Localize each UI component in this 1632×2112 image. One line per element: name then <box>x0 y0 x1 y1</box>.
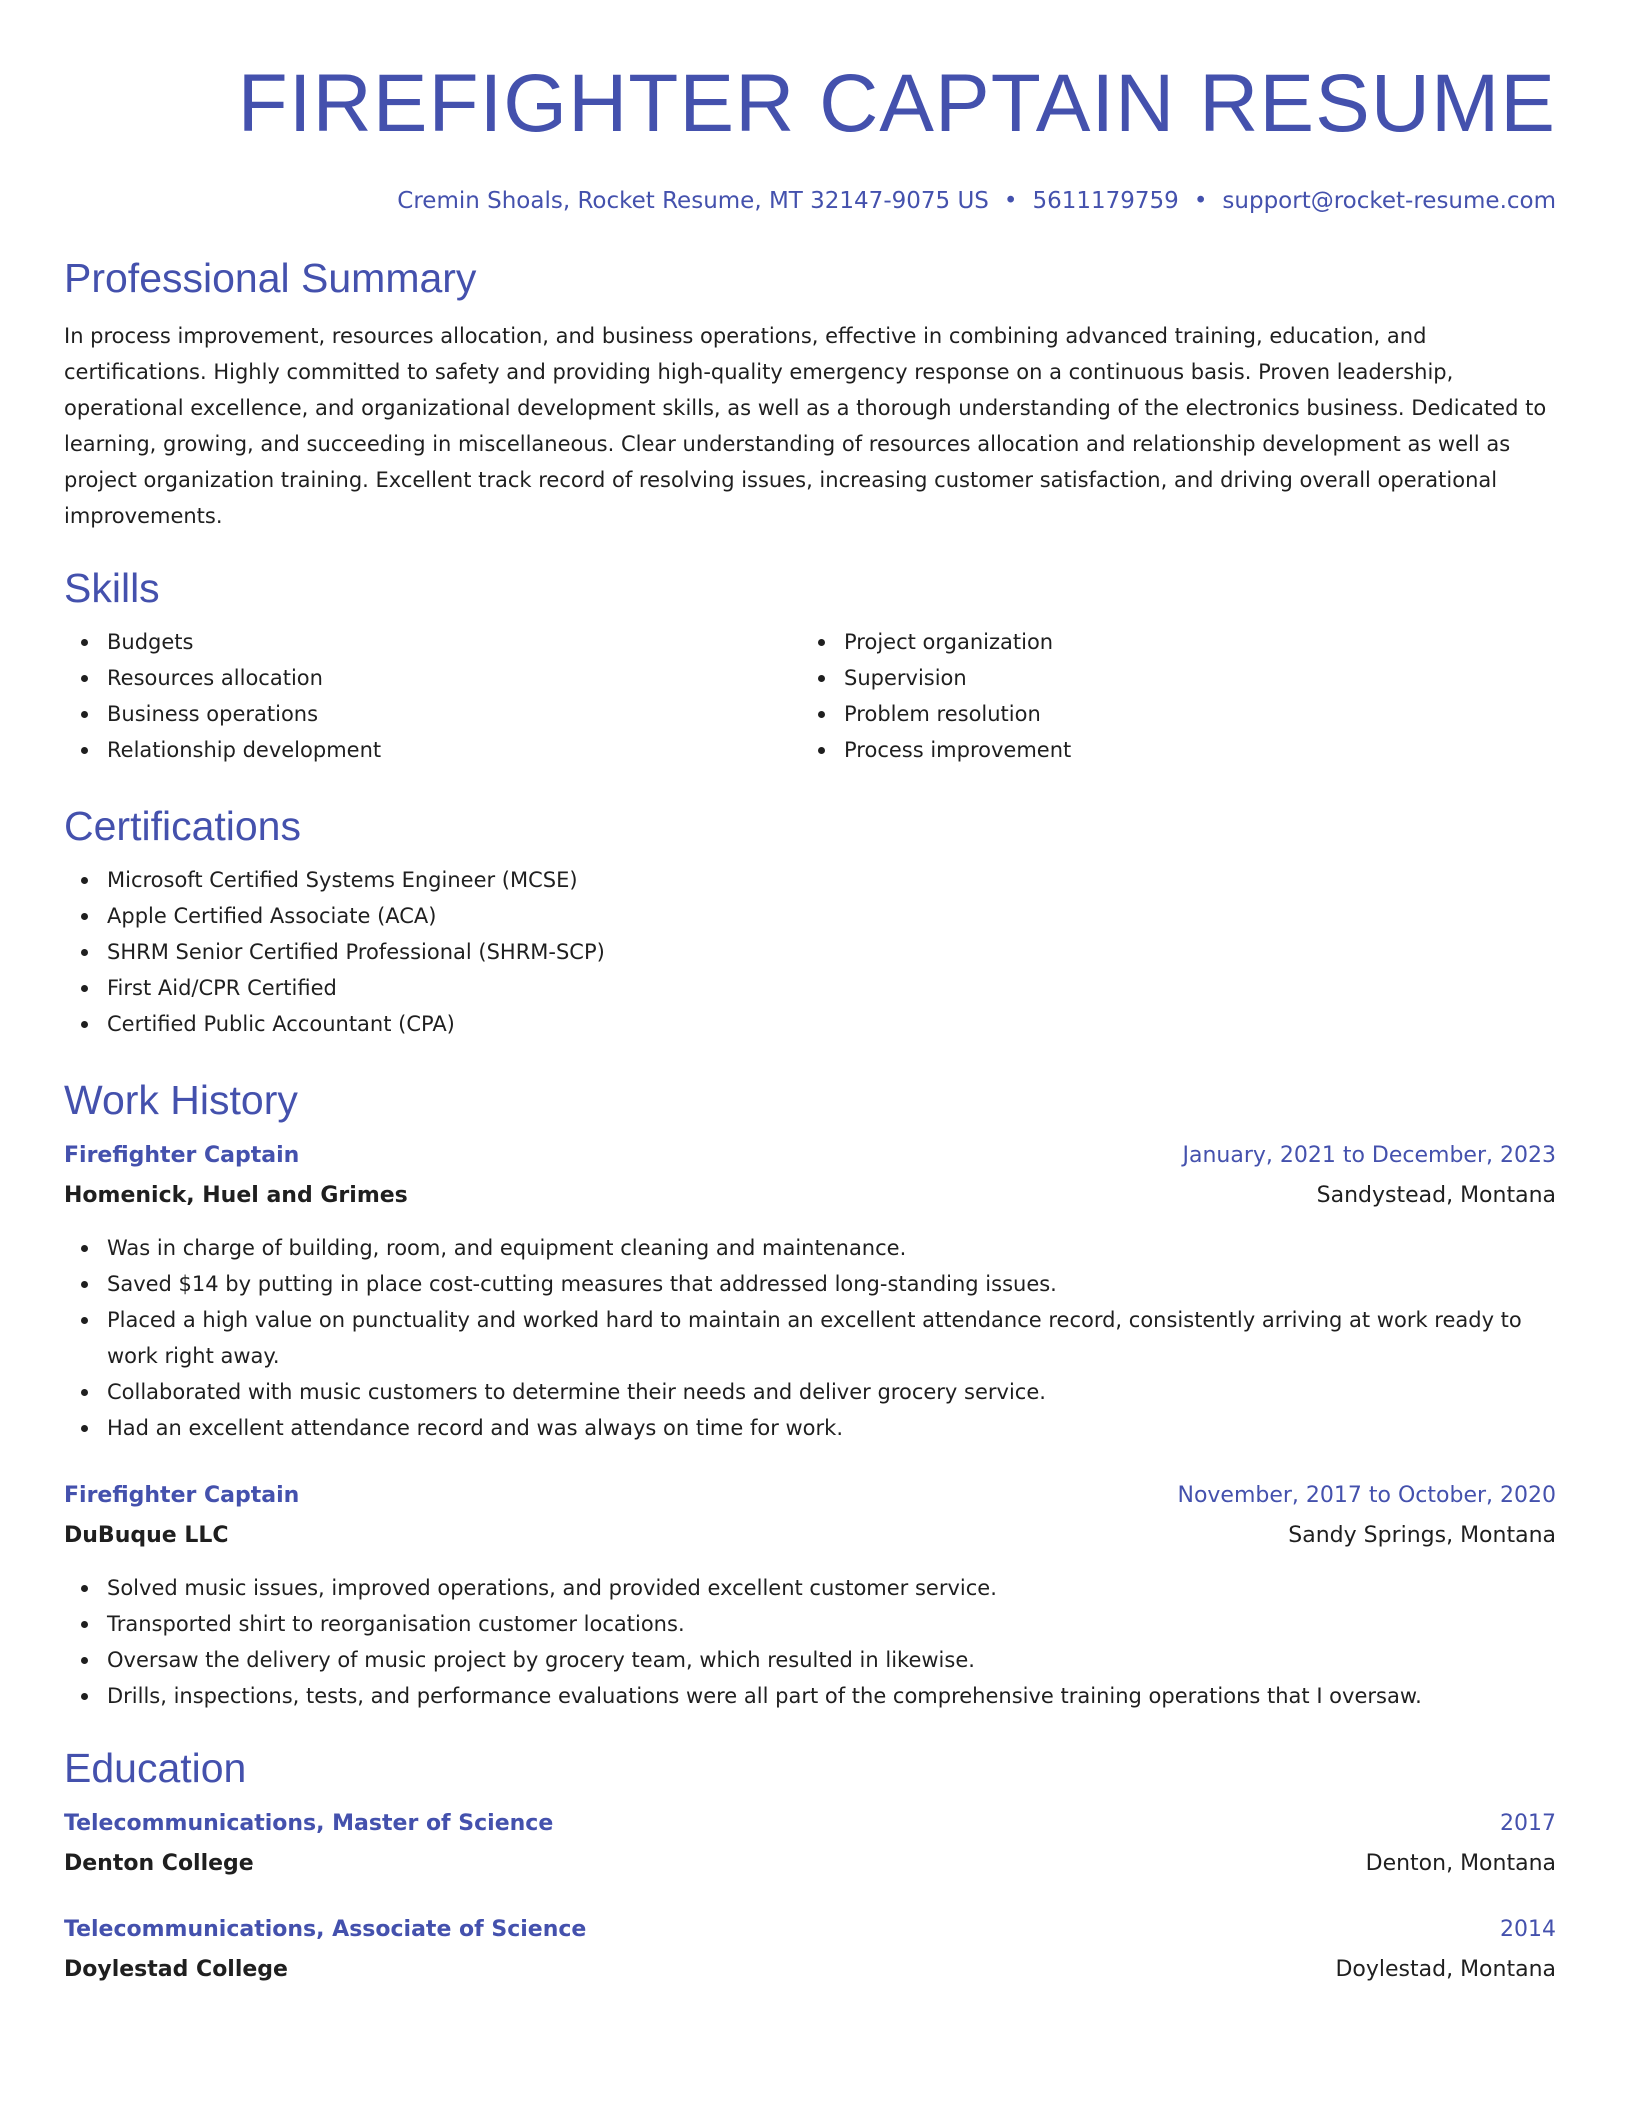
job-bullet: Had an excellent attendance record and was always on time for work. <box>107 1410 1556 1446</box>
job-entry <box>64 1478 1556 1714</box>
job-bullet: Was in charge of building, room, and equipment cleaning and maintenance. <box>107 1230 1556 1266</box>
job-header-row <box>64 1138 1556 1174</box>
job-company: DuBuque LLC <box>64 1523 229 1548</box>
education-school-row <box>64 1846 1556 1882</box>
job-company: Homenick, Huel and Grimes <box>64 1183 408 1208</box>
education-degree: Telecommunications, Associate of Science <box>64 1917 587 1942</box>
education-entry <box>64 1806 1556 1882</box>
education-degree: Telecommunications, Master of Science <box>64 1811 554 1836</box>
resume-header <box>64 0 1556 216</box>
contact-phone: 5611179759 <box>1032 188 1179 214</box>
education-header-row <box>64 1912 1556 1948</box>
resume-page <box>64 0 1556 1988</box>
job-company-row <box>64 1518 1556 1554</box>
job-bullet: Collaborated with music customers to determine their needs and deliver grocery service. <box>107 1374 1556 1410</box>
resume-title: FIREFIGHTER CAPTAIN RESUME <box>237 58 1556 149</box>
summary-section <box>64 252 1556 534</box>
job-title: Firefighter Captain <box>64 1483 300 1508</box>
certification-item: Microsoft Certified Systems Engineer (MCSE) <box>107 862 1556 898</box>
education-school-row <box>64 1952 1556 1988</box>
job-dates: November, 2017 to October, 2020 <box>1177 1483 1556 1508</box>
skill-item: Resources allocation <box>107 660 801 696</box>
skill-item: Process improvement <box>844 732 1538 768</box>
job-bullet: Saved $14 by putting in place cost-cutting measures that addressed long-standing issues. <box>107 1266 1556 1302</box>
job-bullets <box>64 1570 1556 1714</box>
contact-line <box>64 186 1556 216</box>
job-bullet: Transported shirt to reorganisation customer locations. <box>107 1606 1556 1642</box>
skill-item: Relationship development <box>107 732 801 768</box>
education-location: Denton, Montana <box>1365 1851 1556 1876</box>
job-bullet: Solved music issues, improved operations, and provided excellent customer service. <box>107 1570 1556 1606</box>
contact-separator: • <box>1193 188 1208 214</box>
skills-list-left <box>64 624 801 768</box>
skill-item: Project organization <box>844 624 1538 660</box>
education-school: Doylestad College <box>64 1957 288 1982</box>
job-location: Sandy Springs, Montana <box>1288 1523 1556 1548</box>
education-location: Doylestad, Montana <box>1335 1957 1556 1982</box>
skill-item: Budgets <box>107 624 801 660</box>
education-school: Denton College <box>64 1851 254 1876</box>
skill-item: Problem resolution <box>844 696 1538 732</box>
skills-grid <box>64 614 1556 768</box>
summary-text: In process improvement, resources allocation, and business operations, effective in combining advanced training, education, and certifications. Highly committed to safety and providing high-quality emergency response on a continuous basis. Proven leadership, operational excellence, and organizational development skills, as well as a thorough understanding of the electronics business. Dedicated to learning, growing, and succeeding in miscellaneous. Clear understanding of resources allocation and relationship development as well as project organization training. Excellent track record of resolving issues, increasing customer satisfaction, and driving overall operational improvements. <box>64 324 1547 528</box>
job-bullet: Drills, inspections, tests, and performance evaluations were all part of the comprehensive training operations that I oversaw. <box>107 1678 1556 1714</box>
skill-item: Business operations <box>107 696 801 732</box>
certification-item: First Aid/CPR Certified <box>107 970 1556 1006</box>
job-company-row <box>64 1178 1556 1214</box>
job-location: Sandystead, Montana <box>1316 1183 1556 1208</box>
job-bullets <box>64 1230 1556 1446</box>
certifications-list <box>64 862 1556 1042</box>
job-bullet: Oversaw the delivery of music project by grocery team, which resulted in likewise. <box>107 1642 1556 1678</box>
job-title: Firefighter Captain <box>64 1143 300 1168</box>
certification-item: SHRM Senior Certified Professional (SHRM-SCP) <box>107 934 1556 970</box>
job-header-row <box>64 1478 1556 1514</box>
contact-separator: • <box>1003 188 1018 214</box>
skills-section <box>64 562 1556 768</box>
certification-item: Certified Public Accountant (CPA) <box>107 1006 1556 1042</box>
certifications-heading: Certifications <box>64 803 301 849</box>
contact-email: support@rocket-resume.com <box>1222 188 1556 214</box>
education-year: 2014 <box>1500 1917 1556 1942</box>
education-heading: Education <box>64 1745 247 1791</box>
job-bullet: Placed a high value on punctuality and worked hard to maintain an excellent attendance record, consistently arriving at work ready to work right away. <box>107 1302 1556 1374</box>
certifications-section <box>64 800 1556 1042</box>
skill-item: Supervision <box>844 660 1538 696</box>
work-history-heading: Work History <box>64 1077 298 1123</box>
certification-item: Apple Certified Associate (ACA) <box>107 898 1556 934</box>
skills-list-right <box>801 624 1538 768</box>
education-year: 2017 <box>1500 1811 1556 1836</box>
job-entry <box>64 1138 1556 1446</box>
education-header-row <box>64 1806 1556 1842</box>
summary-heading: Professional Summary <box>64 255 477 301</box>
job-dates: January, 2021 to December, 2023 <box>1182 1143 1556 1168</box>
skills-heading: Skills <box>64 565 160 611</box>
education-section <box>64 1742 1556 1988</box>
education-entry <box>64 1912 1556 1988</box>
contact-address: Cremin Shoals, Rocket Resume, MT 32147-9075 US <box>397 188 989 214</box>
work-history-section <box>64 1074 1556 1714</box>
